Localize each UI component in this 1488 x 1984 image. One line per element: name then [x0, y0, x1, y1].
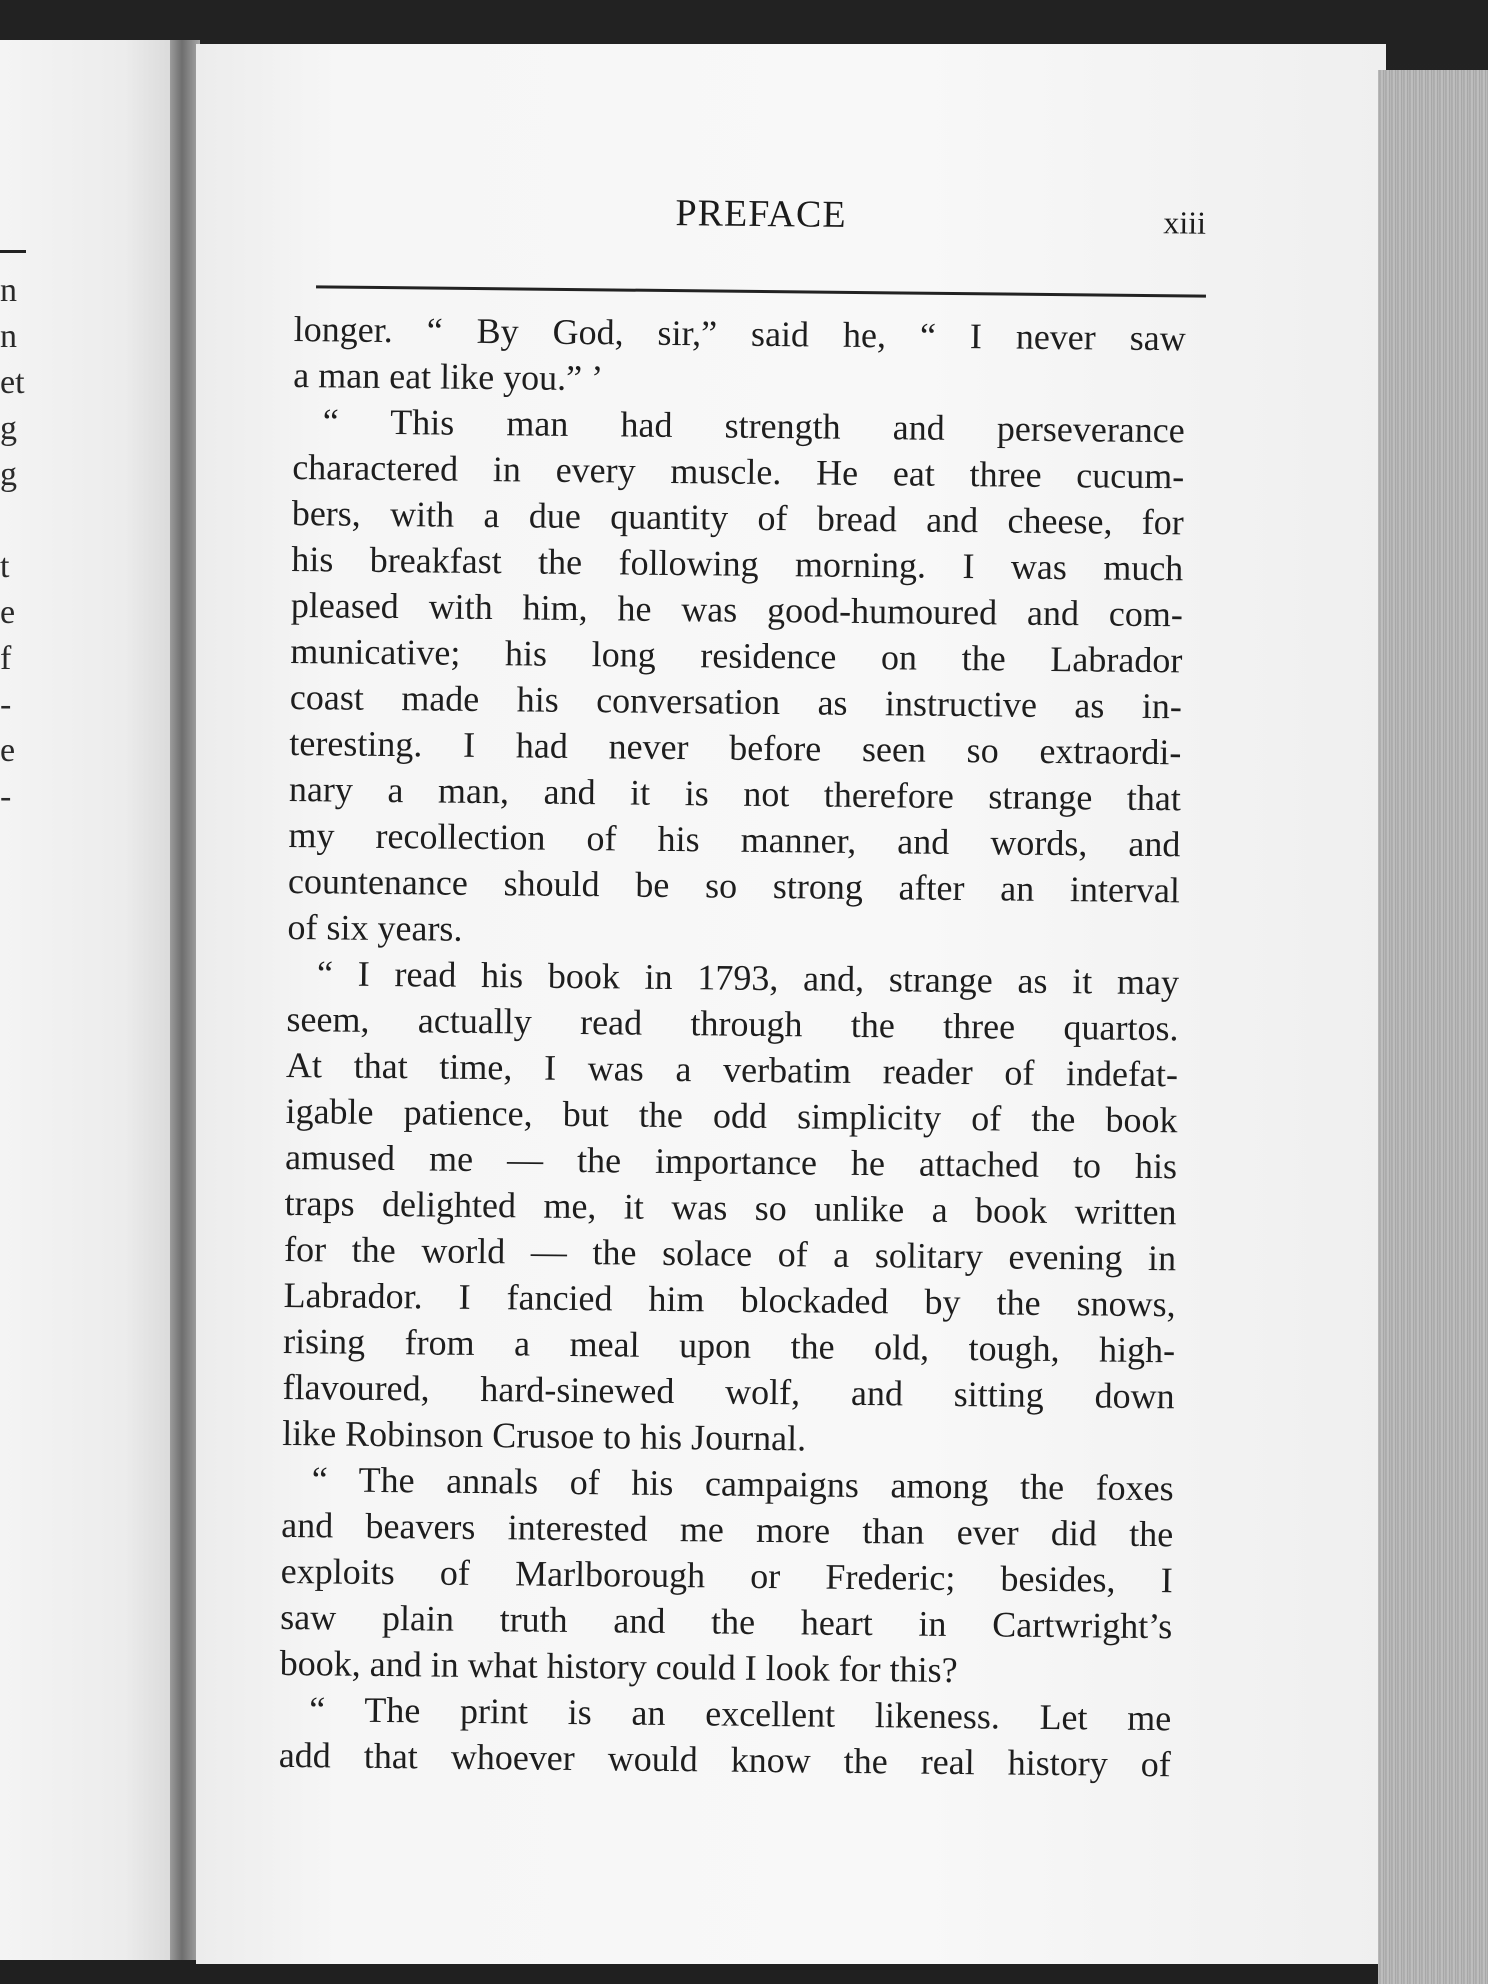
text-line: and beavers interested me more than ever did the: [281, 1504, 1174, 1555]
page-number: xiii: [1163, 204, 1207, 241]
left-fragment: f: [0, 640, 12, 677]
text-line: traps delighted me, it was so unlike a book written: [284, 1182, 1177, 1233]
left-fragment: g: [0, 410, 17, 447]
text-line: coast made his conversation as instructive as in-: [289, 676, 1183, 727]
text-line: “ The print is an excellent likeness. Let me: [309, 1689, 1172, 1739]
header-rule: [316, 285, 1206, 297]
text-line: municative; his long residence on the Labrador: [290, 630, 1183, 681]
text-line: “ I read his book in 1793, and, strange as it may: [316, 953, 1180, 1003]
text-line: nary a man, and it is not therefore strange that: [288, 768, 1182, 819]
left-fragment: g: [0, 456, 17, 493]
text-line: “ The annals of his campaigns among the foxes: [311, 1459, 1174, 1509]
text-line: book, and in what history could I look for this?: [279, 1642, 958, 1691]
left-fragment: e: [0, 594, 16, 631]
left-facing-page: [0, 40, 178, 1960]
body-text: [279, 306, 1186, 1787]
running-title: PREFACE: [675, 192, 847, 236]
page-edges: [1378, 70, 1488, 1984]
left-fragment: t: [0, 548, 10, 585]
left-fragment: -: [0, 686, 12, 723]
text-line: add that whoever would know the real history of: [278, 1734, 1171, 1785]
text-line: At that time, I was a verbatim reader of indefat-: [285, 1044, 1179, 1095]
left-page-text-fragments: [0, 268, 25, 820]
text-line: bers, with a due quantity of bread and cheese, for: [291, 492, 1184, 543]
text-line: rising from a meal upon the old, tough, high-: [282, 1320, 1176, 1371]
text-line: seem, actually read through the three quartos.: [286, 998, 1179, 1049]
text-line: longer. “ By God, sir,” said he, “ I never saw: [293, 308, 1186, 359]
text-line: exploits of Marlborough or Frederic; besides, I: [280, 1550, 1173, 1601]
text-line: flavoured, hard-sinewed wolf, and sitting down: [282, 1366, 1175, 1417]
left-fragment: [0, 498, 25, 544]
left-fragment: e: [0, 732, 16, 769]
text-line: of six years.: [287, 906, 463, 949]
text-line: amused me — the importance he attached to his: [284, 1136, 1178, 1187]
text-line: his breakfast the following morning. I was much: [291, 538, 1184, 589]
text-line: saw plain truth and the heart in Cartwright’s: [280, 1596, 1173, 1647]
text-line: Labrador. I fancied him blockaded by the snows,: [283, 1274, 1176, 1325]
text-line: charactered in every muscle. He eat three cucum-: [292, 446, 1185, 497]
text-line: igable patience, but the odd simplicity of the book: [285, 1090, 1178, 1141]
running-head: [316, 187, 1206, 248]
left-fragment: n: [0, 272, 17, 309]
left-fragment: n: [0, 318, 17, 355]
text-line: pleased with him, he was good-humoured and com-: [290, 584, 1184, 635]
left-fragment: et: [0, 364, 25, 401]
text-line: “ This man had strength and perseverance: [322, 401, 1185, 451]
text-line: countenance should be so strong after an interval: [287, 860, 1181, 911]
text-line: for the world — the solace of a solitary evening in: [283, 1228, 1177, 1279]
left-page-rule: [0, 250, 26, 253]
text-line: teresting. I had never before seen so extraordi-: [289, 722, 1182, 773]
left-fragment: -: [0, 778, 12, 815]
text-line: my recollection of his manner, and words, and: [288, 814, 1181, 865]
text-line: like Robinson Crusoe to his Journal.: [281, 1412, 807, 1459]
text-line: a man eat like you.” ’: [293, 354, 604, 399]
right-page: [196, 44, 1386, 1964]
